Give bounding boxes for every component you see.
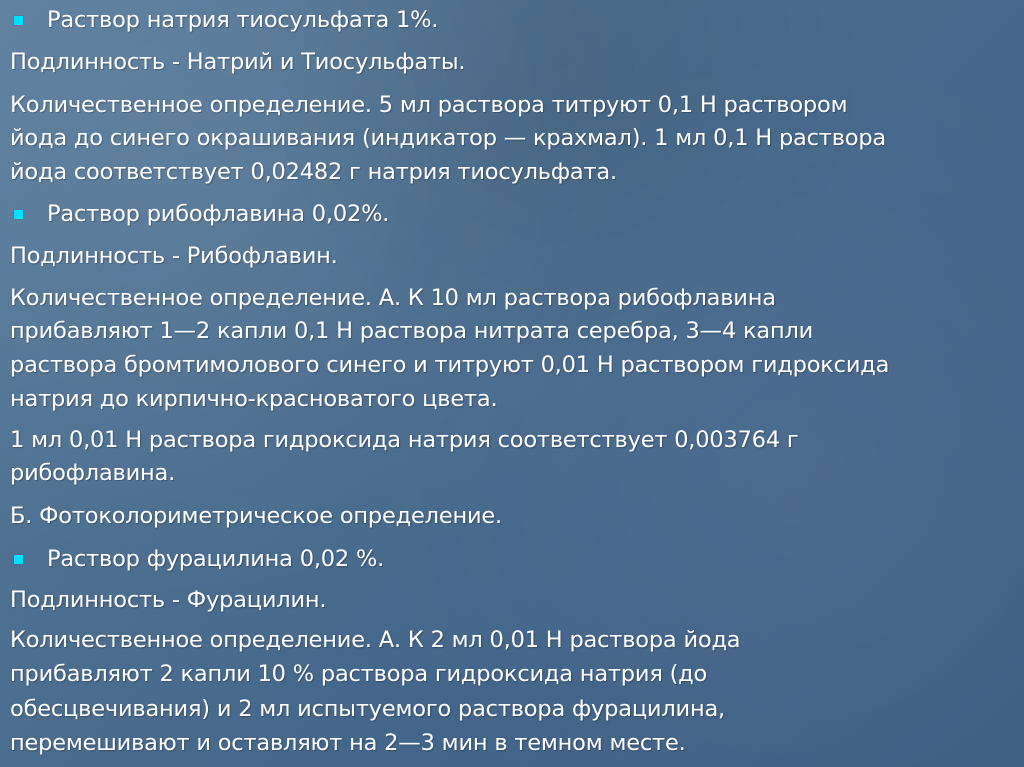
bullet-marker-1	[14, 16, 23, 25]
assay-line-10: обесцвечивания) и 2 мл испытуемого раствора фурацилина,	[10, 696, 726, 722]
section-heading-furacilin: Раствор фурацилина 0,02 %.	[47, 546, 385, 572]
assay-line-7: натрия до кирпично-красноватого цвета.	[10, 386, 498, 412]
assay-line-3: йода соответствует 0,02482 г натрия тиосульфата.	[10, 159, 617, 185]
assay-line-9: прибавляют 2 капли 10 % раствора гидроксида натрия (до	[10, 661, 708, 687]
equivalence-line-2: рибофлавина.	[10, 460, 176, 486]
bullet-marker-2	[14, 210, 23, 219]
assay-line-4: Количественное определение. А. К 10 мл раствора рибофлавина	[10, 285, 776, 311]
assay-line-11: перемешивают и оставляют на 2—3 мин в темном месте.	[10, 730, 686, 756]
section-heading-riboflavin: Раствор рибофлавина 0,02%.	[47, 201, 390, 227]
assay-line-1: Количественное определение. 5 мл раствора титруют 0,1 Н раствором	[10, 92, 848, 118]
bullet-marker-3	[14, 555, 23, 564]
identity-line-furacilin: Подлинность - Фурацилин.	[10, 587, 327, 613]
assay-line-8: Количественное определение. А. К 2 мл 0,01 Н раствора йода	[10, 627, 741, 653]
assay-line-5: прибавляют 1—2 капли 0,1 Н раствора нитрата серебра, 3—4 капли	[10, 318, 814, 344]
assay-line-2: йода до синего окрашивания (индикатор — крахмал). 1 мл 0,1 Н раствора	[10, 125, 887, 151]
equivalence-line-1: 1 мл 0,01 Н раствора гидроксида натрия соответствует 0,003764 г	[10, 427, 799, 453]
section-heading-thiosulfate: Раствор натрия тиосульфата 1%.	[47, 7, 439, 33]
identity-line-thiosulfate: Подлинность - Натрий и Тиосульфаты.	[10, 49, 466, 75]
assay-line-6: раствора бромтимолового синего и титруют 0,01 Н раствором гидроксида	[10, 352, 890, 378]
photocolorimetric-line: Б. Фотоколориметрическое определение.	[10, 503, 502, 529]
identity-line-riboflavin: Подлинность - Рибофлавин.	[10, 243, 338, 269]
